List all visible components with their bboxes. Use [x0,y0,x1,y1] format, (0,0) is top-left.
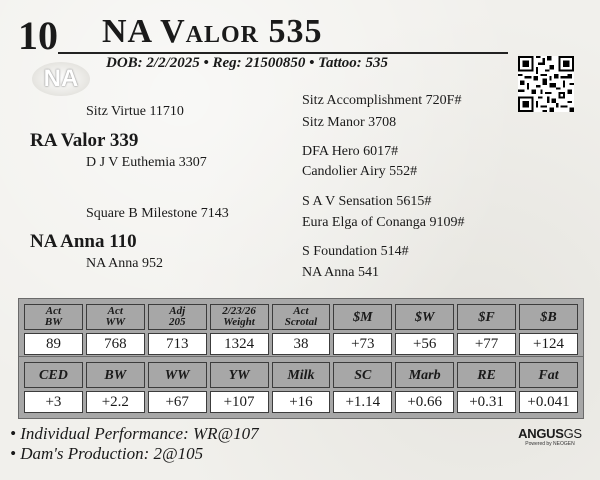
perf-header: $B [519,304,578,330]
epd-table [18,356,584,419]
perf-value: 89 [24,333,83,355]
epd-value: +0.041 [519,391,578,413]
epd-header: Milk [272,362,331,388]
perf-header: Act BW [24,304,83,330]
perf-header: Act Scrotal [272,304,331,330]
epd-header: SC [333,362,392,388]
epd-value: +0.66 [395,391,454,413]
perf-value: +124 [519,333,578,355]
dam-granddam: NA Anna 952 [86,256,163,271]
sire-granddam: D J V Euthemia 3307 [86,155,207,170]
dam-name: NA Anna 110 [30,231,137,252]
sire-grandsire: Sitz Virtue 11710 [86,104,184,119]
logo-tagline: Powered by NEOGEN [525,441,575,447]
great-grandparent: S A V Sensation 5615# [302,194,432,209]
perf-header: Act WW [86,304,145,330]
dam-grandsire: Square B Milestone 7143 [86,206,229,221]
perf-header: Adj 205 [148,304,207,330]
perf-header: 2/23/26 Weight [210,304,269,330]
animal-name: NA Valor 535 [102,13,323,50]
individual-performance-note: • Individual Performance: WR@107 [10,424,259,443]
great-grandparent: Eura Elga of Conanga 9109# [302,215,465,230]
title-underline [58,52,508,54]
epd-header: Fat [519,362,578,388]
epd-header: RE [457,362,516,388]
epd-value: +1.14 [333,391,392,413]
performance-table [18,298,584,361]
great-grandparent: NA Anna 541 [302,265,379,280]
epd-header: Marb [395,362,454,388]
logo-word: ANGUS [518,426,564,441]
great-grandparent: Candolier Airy 552# [302,164,418,179]
angus-gs-logo [513,426,587,456]
epd-value: +107 [210,391,269,413]
perf-value: 713 [148,333,207,355]
perf-value: +73 [333,333,392,355]
perf-value: +56 [395,333,454,355]
qr-code-icon[interactable] [516,56,576,112]
perf-value: +77 [457,333,516,355]
great-grandparent: Sitz Manor 3708 [302,115,397,130]
great-grandparent: Sitz Accomplishment 720F# [302,93,462,108]
epd-value: +16 [272,391,331,413]
sire-name: RA Valor 339 [30,130,139,151]
epd-value: +3 [24,391,83,413]
epd-header: YW [210,362,269,388]
epd-header: WW [148,362,207,388]
logo-suffix: GS [563,426,582,441]
perf-value: 768 [86,333,145,355]
epd-value: +0.31 [457,391,516,413]
epd-value: +2.2 [86,391,145,413]
perf-header: $F [457,304,516,330]
epd-header: CED [24,362,83,388]
breeder-badge: NA [32,62,90,96]
dam-production-note: • Dam's Production: 2@105 [10,444,204,463]
great-grandparent: DFA Hero 6017# [302,144,399,159]
perf-value: 1324 [210,333,269,355]
lot-number: 10 [18,13,58,58]
great-grandparent: S Foundation 514# [302,244,409,259]
registration-info: DOB: 2/2/2025 • Reg: 21500850 • Tattoo: 535 [106,55,389,71]
epd-value: +67 [148,391,207,413]
epd-header: BW [86,362,145,388]
perf-header: $W [395,304,454,330]
perf-header: $M [333,304,392,330]
perf-value: 38 [272,333,331,355]
